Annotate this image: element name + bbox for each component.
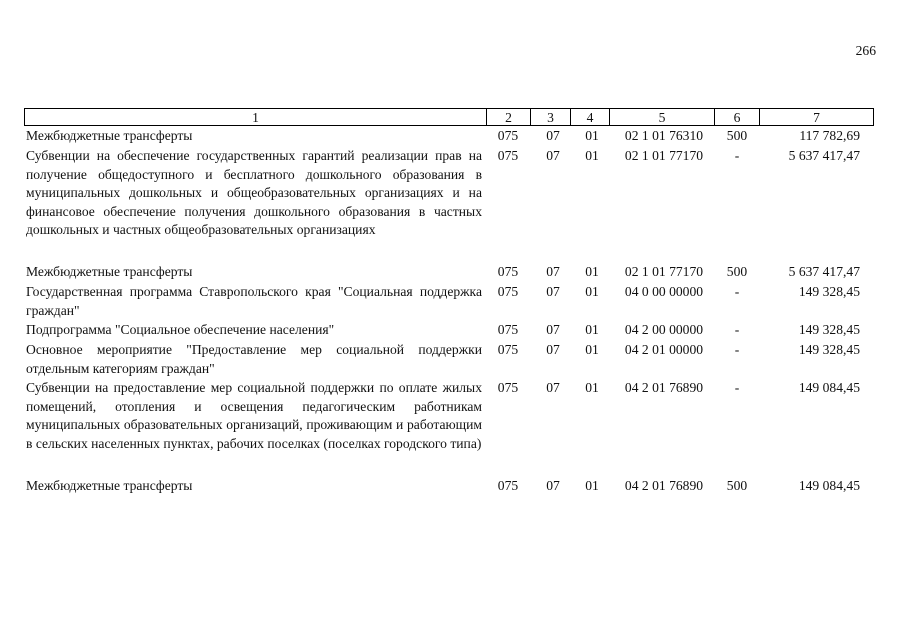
cell-col7: 149 328,45: [798, 342, 860, 357]
cell-col7: 149 084,45: [798, 478, 860, 493]
header-cell-6: 6: [715, 108, 760, 126]
cell-col4: 01: [585, 380, 599, 395]
cell-col4: 01: [585, 284, 599, 299]
cell-col6: -: [734, 322, 740, 337]
header-cell-2: 2: [487, 108, 531, 126]
cell-col3: 07: [546, 322, 560, 337]
cell-col7: 5 637 417,47: [788, 264, 860, 279]
row-name: Субвенции на обеспечение государственных гарантий реализации прав на получение общедоступного и бесплатного дошкольного образования в муниципальных дошкольных и общеобразовательных организациях и на финансовое обеспечение получения дошкольного образования в частных дошкольных и частных общеобразовательных организациях: [26, 148, 482, 238]
row-name: Государственная программа Ставропольского края "Социальная поддержка граждан": [26, 284, 482, 318]
cell-col5: 02 1 01 77170: [624, 264, 704, 279]
cell-col3: 07: [546, 284, 560, 299]
cell-col7: 149 084,45: [798, 380, 860, 395]
cell-col2: 075: [497, 128, 519, 143]
cell-col3: 07: [546, 264, 560, 279]
cell-col4: 01: [585, 148, 599, 163]
cell-col7: 5 637 417,47: [788, 148, 860, 163]
cell-col2: 075: [497, 264, 519, 279]
cell-col3: 07: [546, 478, 560, 493]
cell-col2: 075: [497, 284, 519, 299]
cell-col2: 075: [497, 478, 519, 493]
cell-col7: 117 782,69: [799, 128, 860, 143]
cell-col3: 07: [546, 380, 560, 395]
cell-col6: -: [734, 342, 740, 357]
page-number: 266: [855, 43, 876, 58]
row-name: Подпрограмма "Социальное обеспечение населения": [26, 322, 335, 337]
cell-col5: 04 2 01 76890: [624, 380, 704, 395]
header-cell-1: 1: [24, 108, 487, 126]
cell-col5: 04 0 00 00000: [624, 284, 704, 299]
cell-col6: 500: [726, 478, 748, 493]
cell-col4: 01: [585, 322, 599, 337]
cell-col3: 07: [546, 128, 560, 143]
cell-col6: -: [734, 284, 740, 299]
header-cell-3: 3: [531, 108, 571, 126]
cell-col6: -: [734, 380, 740, 395]
cell-col4: 01: [585, 342, 599, 357]
cell-col6: 500: [726, 128, 748, 143]
cell-col4: 01: [585, 264, 599, 279]
cell-col5: 04 2 00 00000: [624, 322, 704, 337]
cell-col2: 075: [497, 342, 519, 357]
cell-col4: 01: [585, 128, 599, 143]
cell-col2: 075: [497, 148, 519, 163]
row-name: Основное мероприятие "Предоставление мер социальной поддержки отдельным категориям граждан": [26, 342, 482, 376]
header-cell-7: 7: [760, 108, 874, 126]
cell-col7: 149 328,45: [798, 284, 860, 299]
header-cell-5: 5: [610, 108, 715, 126]
cell-col6: -: [734, 148, 740, 163]
cell-col2: 075: [497, 322, 519, 337]
cell-col2: 075: [497, 380, 519, 395]
row-name: Межбюджетные трансферты: [26, 264, 193, 279]
row-name: Межбюджетные трансферты: [26, 478, 193, 493]
row-name: Субвенции на предоставление мер социальной поддержки по оплате жилых помещений, отопления и освещения педагогическим работникам муниципальных образовательных организаций, проживающим и работающим в сельских населенных пунктах, рабочих поселках (поселках городского типа): [26, 380, 482, 451]
cell-col5: 04 2 01 00000: [624, 342, 704, 357]
cell-col4: 01: [585, 478, 599, 493]
cell-col6: 500: [726, 264, 748, 279]
header-cell-4: 4: [571, 108, 610, 126]
cell-col5: 02 1 01 77170: [624, 148, 704, 163]
cell-col3: 07: [546, 148, 560, 163]
cell-col3: 07: [546, 342, 560, 357]
cell-col5: 02 1 01 76310: [624, 128, 704, 143]
row-name: Межбюджетные трансферты: [26, 128, 193, 143]
cell-col5: 04 2 01 76890: [624, 478, 704, 493]
cell-col7: 149 328,45: [798, 322, 860, 337]
